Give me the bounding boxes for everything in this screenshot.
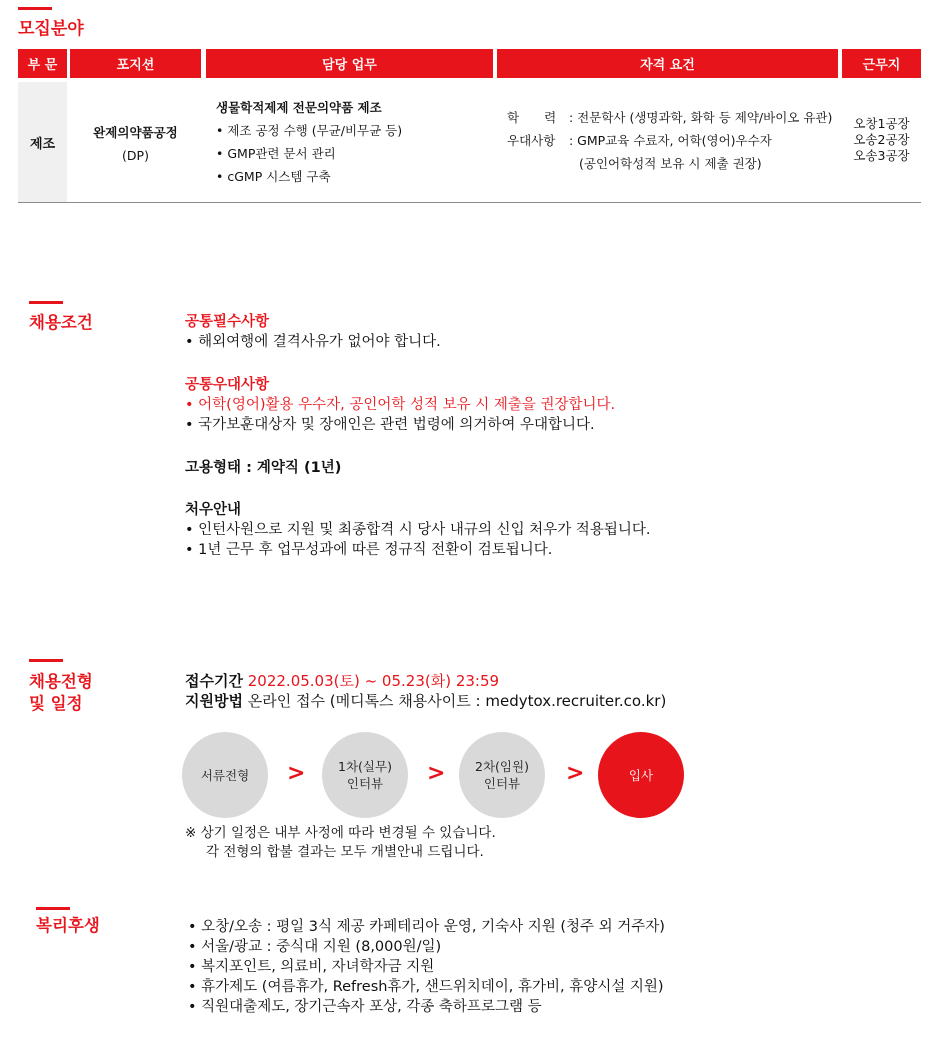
dept-cell: 제조 (18, 82, 67, 202)
duty-title: 생물학적제제 전문의약품 제조 (216, 100, 382, 115)
process-title-line2: 및 일정 (29, 694, 83, 713)
table-row (18, 82, 921, 203)
step-label: 입사 (628, 767, 654, 783)
step-label: 2차(임원) (475, 759, 529, 774)
period-label: 접수기간 (185, 672, 243, 690)
req-value-education: : 전문학사 (생명과학, 화학 등 제약/바이오 유관) (569, 110, 833, 125)
req-label-preferred: 우대사항 (507, 133, 556, 148)
required-item: • 해외여행에 결격사유가 없어야 합니다. (185, 334, 441, 350)
welfare-section-title: 복리후생 (36, 916, 100, 935)
position-name: 완제의약품공정 (93, 125, 178, 140)
preferred-item: • 국가보훈대상자 및 장애인은 관련 법령에 의거하여 우대합니다. (185, 417, 595, 433)
step-arrow: > (566, 761, 585, 786)
section-accent-bar (36, 907, 70, 910)
method-value: 온라인 접수 (메디톡스 채용사이트 : medytox.recruiter.co.kr) (247, 692, 667, 710)
section-accent-bar (29, 301, 63, 304)
step-label: 서류전형 (200, 767, 250, 783)
step-hire (598, 732, 684, 818)
step-label-sub: 인터뷰 (483, 776, 521, 791)
treatment-title: 처우안내 (185, 502, 242, 518)
duty-item: • GMP관련 문서 관리 (216, 146, 336, 161)
step-arrow: > (287, 761, 306, 786)
location-item: 오송3공장 (853, 148, 910, 163)
requirements-cell (507, 106, 832, 175)
employment-type: 고용형태 : 계약직 (1년) (185, 460, 342, 476)
step-first-interview (322, 732, 408, 818)
duty-cell (216, 96, 402, 188)
process-section-title (29, 671, 93, 715)
method-label: 지원방법 (185, 692, 243, 710)
period-value: 2022.05.03(토) ~ 05.23(화) 23:59 (247, 672, 500, 690)
header-requirements: 자격 요건 (497, 49, 838, 78)
req-value-note: (공인어학성적 보유 시 제출 권장) (579, 156, 762, 171)
step-arrow: > (427, 761, 446, 786)
section-accent-bar (29, 659, 63, 662)
step-document-screening (182, 732, 268, 818)
treatment-item: • 인턴사원으로 지원 및 최종합격 시 당사 내규의 신입 처우가 적용됩니다. (185, 522, 651, 538)
conditions-section-title: 채용조건 (29, 313, 93, 332)
treatment-item: • 1년 근무 후 업무성과에 따른 정규직 전환이 검토됩니다. (185, 542, 553, 558)
step-label: 1차(실무) (338, 759, 392, 774)
location-item: 오창1공장 (853, 116, 910, 131)
welfare-item: • 오창/오송 : 평일 3식 제공 카페테리아 운영, 기숙사 지원 (청주 외 거주자) (188, 919, 665, 935)
preferred-title: 공통우대사항 (185, 377, 270, 393)
step-second-interview (459, 732, 545, 818)
header-dept: 부 문 (18, 49, 67, 78)
welfare-item: • 복지포인트, 의료비, 자녀학자금 지원 (188, 959, 435, 975)
welfare-item: • 휴가제도 (여름휴가, Refresh휴가, 샌드위치데이, 휴가비, 휴양시설 지원) (188, 979, 664, 995)
location-item: 오송2공장 (853, 132, 910, 147)
position-code: (DP) (122, 148, 149, 163)
process-note: ※ 상기 일정은 내부 사정에 따라 변경될 수 있습니다. (185, 825, 496, 841)
required-title: 공통필수사항 (185, 314, 270, 330)
process-title-line1: 채용전형 (29, 672, 93, 691)
section-accent-bar (18, 7, 52, 10)
welfare-item: • 서울/광교 : 중식대 지원 (8,000원/일) (188, 939, 442, 955)
header-position: 포지션 (70, 49, 201, 78)
position-cell (70, 121, 201, 167)
location-cell (842, 116, 921, 164)
process-note: 각 전형의 합불 결과는 모두 개별안내 드립니다. (206, 844, 484, 860)
duty-item: • cGMP 시스템 구축 (216, 169, 331, 184)
step-label-sub: 인터뷰 (346, 776, 384, 791)
method-row (185, 692, 666, 711)
recruit-section-title: 모집분야 (18, 19, 84, 39)
duty-item: • 제조 공정 수행 (무균/비무균 등) (216, 123, 403, 138)
header-location: 근무지 (842, 49, 921, 78)
preferred-item-highlight: • 어학(영어)활용 우수자, 공인어학 성적 보유 시 제출을 권장합니다. (185, 397, 616, 413)
req-label-education: 학 력 (507, 110, 557, 125)
req-value-preferred: : GMP교육 수료자, 어학(영어)우수자 (569, 133, 772, 148)
period-row (185, 672, 499, 691)
header-duty: 담당 업무 (206, 49, 493, 78)
welfare-item: • 직원대출제도, 장기근속자 포상, 각종 축하프로그램 등 (188, 999, 542, 1015)
